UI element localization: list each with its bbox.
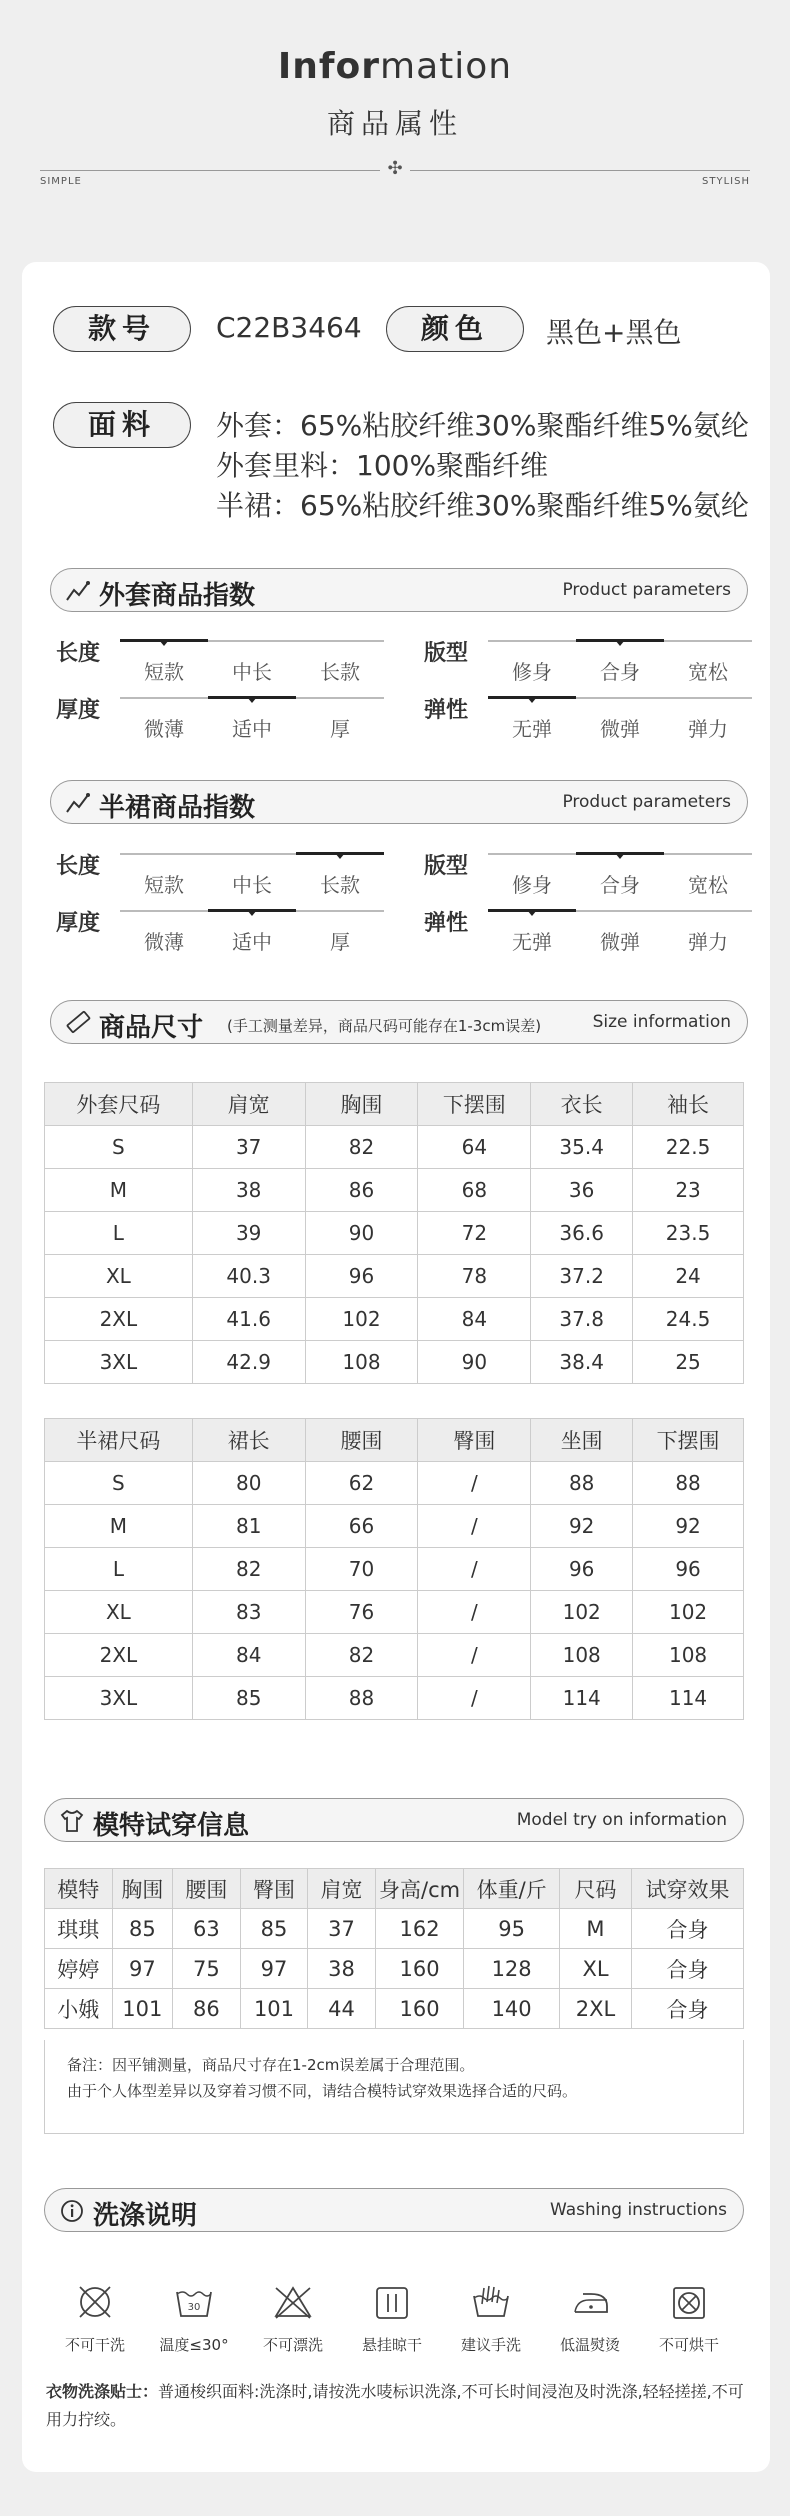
index-option: 长款 bbox=[320, 660, 360, 684]
table-cell: 88 bbox=[305, 1677, 418, 1720]
table-cell: 90 bbox=[418, 1341, 531, 1384]
table-cell: 84 bbox=[192, 1634, 305, 1677]
table-cell: 2XL bbox=[45, 1298, 193, 1341]
wash-label: 不可漂洗 bbox=[262, 2336, 323, 2354]
table-cell: S bbox=[45, 1126, 193, 1169]
table-header-cell: 衣长 bbox=[531, 1083, 633, 1126]
table-cell: 102 bbox=[633, 1591, 744, 1634]
table-row bbox=[45, 1548, 744, 1591]
table-header-cell: 袖长 bbox=[633, 1083, 744, 1126]
table-cell: 90 bbox=[305, 1212, 418, 1255]
skirt-index-header bbox=[50, 780, 748, 824]
table-cell: 102 bbox=[531, 1591, 633, 1634]
table-cell: 160 bbox=[375, 1989, 464, 2029]
table-cell: 85 bbox=[112, 1909, 173, 1949]
index-label: 弹性 bbox=[424, 911, 469, 936]
table-header-cell: 身高/cm bbox=[375, 1869, 464, 1909]
table-cell: 114 bbox=[531, 1677, 633, 1720]
model-row bbox=[45, 1909, 744, 1949]
low-iron-icon bbox=[569, 2282, 611, 2322]
table-cell: 85 bbox=[240, 1909, 308, 1949]
table-cell: 102 bbox=[305, 1298, 418, 1341]
table-header-cell: 下摆围 bbox=[418, 1083, 531, 1126]
size-en: Size information bbox=[592, 1012, 731, 1032]
index-scale bbox=[488, 853, 752, 897]
jacket-size-table bbox=[44, 1082, 744, 1384]
table-cell: 82 bbox=[305, 1634, 418, 1677]
table-cell: 36.6 bbox=[531, 1212, 633, 1255]
table-cell: 64 bbox=[418, 1126, 531, 1169]
table-cell: XL bbox=[559, 1949, 631, 1989]
table-header-cell: 肩宽 bbox=[308, 1869, 376, 1909]
index-option: 厚 bbox=[330, 930, 350, 954]
page-subtitle: 商品属性 bbox=[326, 107, 463, 140]
wash-title: 洗涤说明 bbox=[93, 2201, 198, 2231]
table-cell: 108 bbox=[633, 1634, 744, 1677]
table-header-cell: 下摆围 bbox=[633, 1419, 744, 1462]
table-cell: 92 bbox=[633, 1505, 744, 1548]
shirt-icon bbox=[59, 1808, 85, 1834]
table-cell: 婷婷 bbox=[45, 1949, 113, 1989]
color-value: 黑色+黑色 bbox=[546, 316, 682, 349]
jacket-index-header bbox=[50, 568, 748, 612]
table-cell: / bbox=[418, 1677, 531, 1720]
table-cell: 162 bbox=[375, 1909, 464, 1949]
table-cell: 160 bbox=[375, 1949, 464, 1989]
wash-item bbox=[545, 2282, 635, 2355]
index-option: 微弹 bbox=[600, 717, 640, 741]
no-wash-icon bbox=[74, 2282, 116, 2322]
table-row bbox=[45, 1634, 744, 1677]
model-row bbox=[45, 1949, 744, 1989]
index-option: 宽松 bbox=[688, 660, 728, 684]
model-table bbox=[44, 1868, 744, 2029]
table-cell: 95 bbox=[464, 1909, 560, 1949]
table-cell: 3XL bbox=[45, 1341, 193, 1384]
index-label: 版型 bbox=[424, 854, 469, 879]
table-cell: 3XL bbox=[45, 1677, 193, 1720]
model-row bbox=[45, 1989, 744, 2029]
table-cell: 合身 bbox=[632, 1949, 744, 1989]
table-cell: 96 bbox=[531, 1548, 633, 1591]
table-cell: 86 bbox=[173, 1989, 241, 2029]
table-cell: 62 bbox=[305, 1462, 418, 1505]
table-header-cell: 臀围 bbox=[240, 1869, 308, 1909]
style-no-value: C22B3464 bbox=[216, 311, 362, 344]
table-header-cell: 外套尺码 bbox=[45, 1083, 193, 1126]
wash-label: 不可干洗 bbox=[64, 2336, 125, 2354]
model-header-row bbox=[45, 1869, 744, 1909]
fabric-line-3: 半裙：65%粘胶纤维30%聚酯纤维5%氨纶 bbox=[216, 489, 749, 522]
table-cell: 琪琪 bbox=[45, 1909, 113, 1949]
table-cell: 82 bbox=[192, 1548, 305, 1591]
skirt-index-en: Product parameters bbox=[562, 792, 731, 812]
table-cell: 88 bbox=[531, 1462, 633, 1505]
table-cell: 81 bbox=[192, 1505, 305, 1548]
index-marker bbox=[615, 853, 625, 859]
table-cell: 37 bbox=[308, 1909, 376, 1949]
table-row bbox=[45, 1212, 744, 1255]
model-en: Model try on information bbox=[516, 1810, 727, 1830]
trend-icon bbox=[65, 790, 91, 816]
wash-header bbox=[44, 2188, 744, 2232]
table-cell: 23 bbox=[633, 1169, 744, 1212]
table-cell: 66 bbox=[305, 1505, 418, 1548]
table-cell: 38 bbox=[192, 1169, 305, 1212]
table-cell: 2XL bbox=[45, 1634, 193, 1677]
info-icon bbox=[59, 2198, 85, 2224]
index-scale bbox=[120, 910, 384, 954]
index-option: 微弹 bbox=[600, 930, 640, 954]
divider-left bbox=[40, 170, 380, 171]
table-cell: 41.6 bbox=[192, 1298, 305, 1341]
index-marker bbox=[247, 697, 257, 703]
table-cell: 96 bbox=[633, 1548, 744, 1591]
wash-label: 建议手洗 bbox=[460, 2336, 521, 2354]
wash-label: 悬挂晾干 bbox=[361, 2336, 422, 2354]
index-option: 修身 bbox=[512, 660, 552, 684]
table-row bbox=[45, 1255, 744, 1298]
model-note-1: 备注：因平铺测量，商品尺寸存在1-2cm误差属于合理范围。 bbox=[67, 2056, 475, 2074]
table-header-cell: 试穿效果 bbox=[632, 1869, 744, 1909]
table-cell: 76 bbox=[305, 1591, 418, 1634]
table-cell: S bbox=[45, 1462, 193, 1505]
wash-tip-text: 普通梭织面料:洗涤时,请按洗水唛标识洗涤,不可长时间浸泡及时洗涤,轻轻搓搓,不可用力拧绞。 bbox=[46, 2382, 744, 2429]
table-header-row bbox=[45, 1083, 744, 1126]
table-cell: XL bbox=[45, 1591, 193, 1634]
index-option: 微薄 bbox=[144, 717, 184, 741]
model-note-2: 由于个人体型差异以及穿着习惯不同，请结合模特试穿效果选择合适的尺码。 bbox=[67, 2082, 578, 2100]
table-cell: 2XL bbox=[559, 1989, 631, 2029]
fabric-line-2: 外套里料：100%聚酯纤维 bbox=[216, 449, 549, 482]
index-scale bbox=[488, 910, 752, 954]
table-cell: / bbox=[418, 1591, 531, 1634]
table-cell: 37 bbox=[192, 1126, 305, 1169]
index-marker bbox=[159, 640, 169, 646]
table-header-cell: 尺码 bbox=[559, 1869, 631, 1909]
table-cell: 合身 bbox=[632, 1909, 744, 1949]
table-cell: 128 bbox=[464, 1949, 560, 1989]
skirt-size-table bbox=[44, 1418, 744, 1720]
color-label: 颜色 bbox=[386, 306, 524, 352]
wash-label: 不可烘干 bbox=[658, 2336, 719, 2354]
index-label: 长度 bbox=[56, 854, 101, 879]
ruler-icon bbox=[65, 1010, 91, 1036]
table-cell: 小娥 bbox=[45, 1989, 113, 2029]
index-label: 厚度 bbox=[56, 911, 101, 936]
style-no-label: 款号 bbox=[53, 306, 191, 352]
index-scale bbox=[120, 853, 384, 897]
wash-item bbox=[446, 2282, 536, 2355]
table-cell: M bbox=[45, 1169, 193, 1212]
index-marker bbox=[247, 910, 257, 916]
table-cell: 70 bbox=[305, 1548, 418, 1591]
table-cell: 39 bbox=[192, 1212, 305, 1255]
table-cell: 合身 bbox=[632, 1989, 744, 2029]
table-cell: 25 bbox=[633, 1341, 744, 1384]
wash-label: 低温熨烫 bbox=[559, 2336, 620, 2354]
index-option: 合身 bbox=[600, 873, 640, 897]
table-cell: 42.9 bbox=[192, 1341, 305, 1384]
index-option: 适中 bbox=[232, 717, 272, 741]
index-option: 弹力 bbox=[688, 930, 728, 954]
index-option: 合身 bbox=[600, 660, 640, 684]
svg-text:30: 30 bbox=[187, 2302, 201, 2313]
table-row bbox=[45, 1169, 744, 1212]
index-label: 厚度 bbox=[56, 698, 101, 723]
table-row bbox=[45, 1505, 744, 1548]
table-cell: 101 bbox=[112, 1989, 173, 2029]
index-label: 弹性 bbox=[424, 698, 469, 723]
wash-item bbox=[149, 2282, 239, 2355]
table-cell: 84 bbox=[418, 1298, 531, 1341]
table-cell: 24 bbox=[633, 1255, 744, 1298]
table-header-cell: 裙长 bbox=[192, 1419, 305, 1462]
table-cell: M bbox=[559, 1909, 631, 1949]
skirt-index-title: 半裙商品指数 bbox=[99, 793, 256, 823]
wash-30-icon bbox=[173, 2282, 215, 2322]
index-option: 适中 bbox=[232, 930, 272, 954]
index-marker bbox=[527, 697, 537, 703]
table-cell: / bbox=[418, 1634, 531, 1677]
table-cell: 75 bbox=[173, 1949, 241, 1989]
table-cell: L bbox=[45, 1212, 193, 1255]
table-cell: 140 bbox=[464, 1989, 560, 2029]
table-cell: L bbox=[45, 1548, 193, 1591]
table-cell: 82 bbox=[305, 1126, 418, 1169]
size-note: (手工测量差异，商品尺码可能存在1-3cm误差) bbox=[227, 1017, 542, 1035]
table-cell: 24.5 bbox=[633, 1298, 744, 1341]
divider-right bbox=[410, 170, 750, 171]
index-option: 中长 bbox=[232, 873, 272, 897]
wash-item bbox=[644, 2282, 734, 2355]
fabric-label: 面料 bbox=[53, 402, 191, 448]
table-cell: 83 bbox=[192, 1591, 305, 1634]
table-cell: 78 bbox=[418, 1255, 531, 1298]
table-cell: 37.2 bbox=[531, 1255, 633, 1298]
table-cell: 36 bbox=[531, 1169, 633, 1212]
table-cell: M bbox=[45, 1505, 193, 1548]
index-scale bbox=[488, 640, 752, 684]
fabric-line-1: 外套：65%粘胶纤维30%聚酯纤维5%氨纶 bbox=[216, 409, 749, 442]
size-header bbox=[50, 1000, 748, 1044]
table-cell: 37.8 bbox=[531, 1298, 633, 1341]
table-header-cell: 体重/斤 bbox=[464, 1869, 560, 1909]
index-option: 微薄 bbox=[144, 930, 184, 954]
cross-icon: ✣ bbox=[387, 158, 403, 179]
table-cell: 86 bbox=[305, 1169, 418, 1212]
right-tag: STYLISH bbox=[702, 176, 750, 187]
table-cell: 88 bbox=[633, 1462, 744, 1505]
model-title: 模特试穿信息 bbox=[93, 1811, 250, 1841]
index-option: 长款 bbox=[320, 873, 360, 897]
table-cell: 44 bbox=[308, 1989, 376, 2029]
index-option: 短款 bbox=[144, 873, 184, 897]
table-cell: 23.5 bbox=[633, 1212, 744, 1255]
page-title: Information bbox=[277, 46, 513, 87]
index-label: 版型 bbox=[424, 641, 469, 666]
table-header-cell: 胸围 bbox=[112, 1869, 173, 1909]
model-header bbox=[44, 1798, 744, 1842]
table-cell: 108 bbox=[305, 1341, 418, 1384]
jacket-index-en: Product parameters bbox=[562, 580, 731, 600]
wash-en: Washing instructions bbox=[549, 2200, 727, 2220]
table-header-cell: 胸围 bbox=[305, 1083, 418, 1126]
table-cell: XL bbox=[45, 1255, 193, 1298]
wash-item bbox=[50, 2282, 140, 2355]
table-cell: 101 bbox=[240, 1989, 308, 2029]
wash-item bbox=[347, 2282, 437, 2355]
index-scale bbox=[120, 697, 384, 741]
wash-item bbox=[248, 2282, 338, 2355]
table-cell: 63 bbox=[173, 1909, 241, 1949]
table-cell: 68 bbox=[418, 1169, 531, 1212]
trend-icon bbox=[65, 578, 91, 604]
wash-tip-label: 衣物洗涤贴士： bbox=[46, 2382, 159, 2401]
table-header-cell: 臀围 bbox=[418, 1419, 531, 1462]
index-option: 无弹 bbox=[512, 930, 552, 954]
table-header-cell: 肩宽 bbox=[192, 1083, 305, 1126]
table-cell: 97 bbox=[112, 1949, 173, 1989]
index-option: 厚 bbox=[330, 717, 350, 741]
wash-label: 温度≤30° bbox=[159, 2336, 229, 2354]
table-cell: 108 bbox=[531, 1634, 633, 1677]
table-header-cell: 坐围 bbox=[531, 1419, 633, 1462]
no-tumble-dry-icon bbox=[668, 2282, 710, 2322]
table-header-row bbox=[45, 1419, 744, 1462]
table-row bbox=[45, 1677, 744, 1720]
table-cell: 38.4 bbox=[531, 1341, 633, 1384]
table-row bbox=[45, 1341, 744, 1384]
table-cell: 96 bbox=[305, 1255, 418, 1298]
left-tag: SIMPLE bbox=[40, 176, 82, 187]
table-cell: / bbox=[418, 1548, 531, 1591]
index-option: 中长 bbox=[232, 660, 272, 684]
wash-tip bbox=[46, 2378, 746, 2434]
table-row bbox=[45, 1591, 744, 1634]
index-scale bbox=[120, 640, 384, 684]
table-header-cell: 半裙尺码 bbox=[45, 1419, 193, 1462]
hang-dry-icon bbox=[371, 2282, 413, 2322]
table-cell: / bbox=[418, 1462, 531, 1505]
table-row bbox=[45, 1462, 744, 1505]
index-option: 宽松 bbox=[688, 873, 728, 897]
table-cell: 114 bbox=[633, 1677, 744, 1720]
table-row bbox=[45, 1126, 744, 1169]
table-cell: / bbox=[418, 1505, 531, 1548]
size-title: 商品尺寸 bbox=[99, 1013, 204, 1043]
table-cell: 22.5 bbox=[633, 1126, 744, 1169]
table-header-cell: 模特 bbox=[45, 1869, 113, 1909]
table-cell: 85 bbox=[192, 1677, 305, 1720]
table-cell: 38 bbox=[308, 1949, 376, 1989]
table-header-cell: 腰围 bbox=[305, 1419, 418, 1462]
index-marker bbox=[527, 910, 537, 916]
index-scale bbox=[488, 697, 752, 741]
index-marker bbox=[335, 853, 345, 859]
table-cell: 72 bbox=[418, 1212, 531, 1255]
index-option: 短款 bbox=[144, 660, 184, 684]
model-note-box bbox=[44, 2040, 744, 2134]
hand-wash-icon bbox=[470, 2282, 512, 2322]
table-cell: 97 bbox=[240, 1949, 308, 1989]
table-cell: 80 bbox=[192, 1462, 305, 1505]
table-cell: 40.3 bbox=[192, 1255, 305, 1298]
table-header-cell: 腰围 bbox=[173, 1869, 241, 1909]
index-label: 长度 bbox=[56, 641, 101, 666]
no-bleach-icon bbox=[272, 2282, 314, 2322]
index-marker bbox=[615, 640, 625, 646]
index-option: 无弹 bbox=[512, 717, 552, 741]
table-row bbox=[45, 1298, 744, 1341]
index-option: 修身 bbox=[512, 873, 552, 897]
jacket-index-title: 外套商品指数 bbox=[99, 581, 256, 611]
table-cell: 92 bbox=[531, 1505, 633, 1548]
table-cell: 35.4 bbox=[531, 1126, 633, 1169]
index-option: 弹力 bbox=[688, 717, 728, 741]
